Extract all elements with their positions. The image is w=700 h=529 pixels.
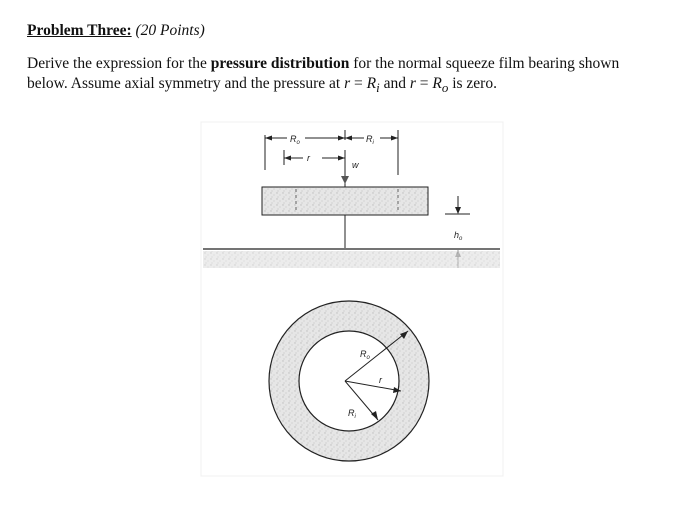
- line1-post: for the normal squeeze film bearing shown: [349, 55, 620, 72]
- line2-r2: r: [409, 75, 416, 92]
- dimension-arrowheads: [265, 136, 398, 161]
- line1-bold: pressure distribution: [210, 55, 350, 72]
- problem-title: Problem Three:: [27, 22, 132, 39]
- ho-arrow-top: [455, 207, 461, 214]
- line2-post: is zero.: [448, 75, 497, 92]
- bearing-plate: [262, 187, 428, 215]
- line2-Ro: R: [432, 75, 442, 92]
- ground-hatch: [203, 251, 500, 268]
- line2-r1: r: [344, 75, 351, 92]
- label-ri-circle: $R_i$: [348, 408, 356, 420]
- top-dimension-lines: [265, 130, 398, 175]
- line1-pre: Derive the expression for the: [27, 55, 211, 72]
- label-ho: $h_o$: [454, 230, 463, 242]
- label-ro-circle: $R_o$: [360, 349, 370, 361]
- label-ri-top: $R_i$: [366, 134, 374, 146]
- load-arrowhead: [341, 176, 349, 184]
- line2-Ri: R: [366, 75, 377, 92]
- line2-Ri-sub: i: [376, 80, 380, 96]
- label-r-circle: r: [379, 375, 382, 385]
- line2-Ro-sub: o: [441, 80, 449, 96]
- label-r-top: r: [307, 153, 310, 163]
- line2-pre: below. Assume axial symmetry and the pressure at: [27, 75, 345, 92]
- label-w: w: [352, 160, 359, 170]
- line2-eq1: =: [350, 75, 367, 92]
- line2-and: and: [379, 75, 410, 92]
- problem-points: (20 Points): [135, 22, 205, 39]
- label-ro-top: $R_o$: [290, 134, 300, 146]
- line2-eq2: =: [415, 75, 433, 92]
